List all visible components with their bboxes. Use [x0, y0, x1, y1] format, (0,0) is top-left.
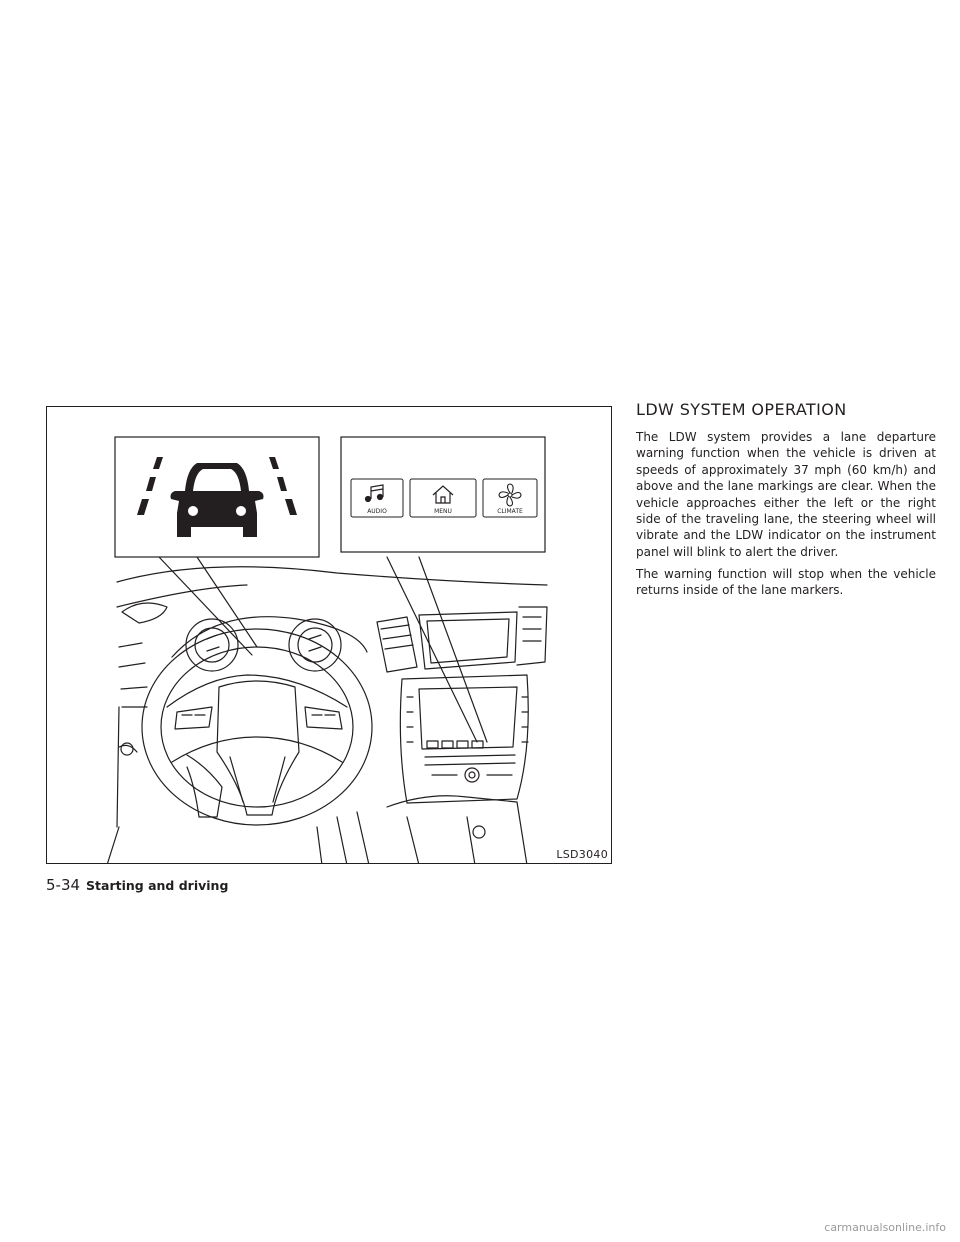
figure-code: LSD3040 — [556, 848, 608, 861]
watermark[interactable]: carmanualsonline.info — [824, 1221, 946, 1234]
chapter-title: Starting and driving — [86, 878, 229, 893]
dashboard-illustration — [46, 406, 612, 864]
menu-button-label: MENU — [434, 508, 452, 515]
climate-button-label: CLIMATE — [497, 508, 523, 515]
dashboard-drawing — [47, 407, 612, 864]
section-title: LDW SYSTEM OPERATION — [636, 400, 847, 419]
body-paragraph-1: The LDW system provides a lane departure warning function when the vehicle is driven at speeds of approximately 37 mph (60 km/h) and above and the lane markings are clear. When the vehicle approaches either the left or the right side of the traveling lane, the steering wheel will vibrate and the LDW indicator on the instrument panel will blink to alert the driver. — [636, 430, 936, 559]
body-paragraph-2: The warning function will stop when the vehicle returns inside of the lane markers. — [636, 567, 936, 598]
page-number: 5-34 — [46, 876, 81, 894]
page-footer — [46, 876, 228, 894]
audio-button-label: AUDIO — [367, 508, 387, 515]
